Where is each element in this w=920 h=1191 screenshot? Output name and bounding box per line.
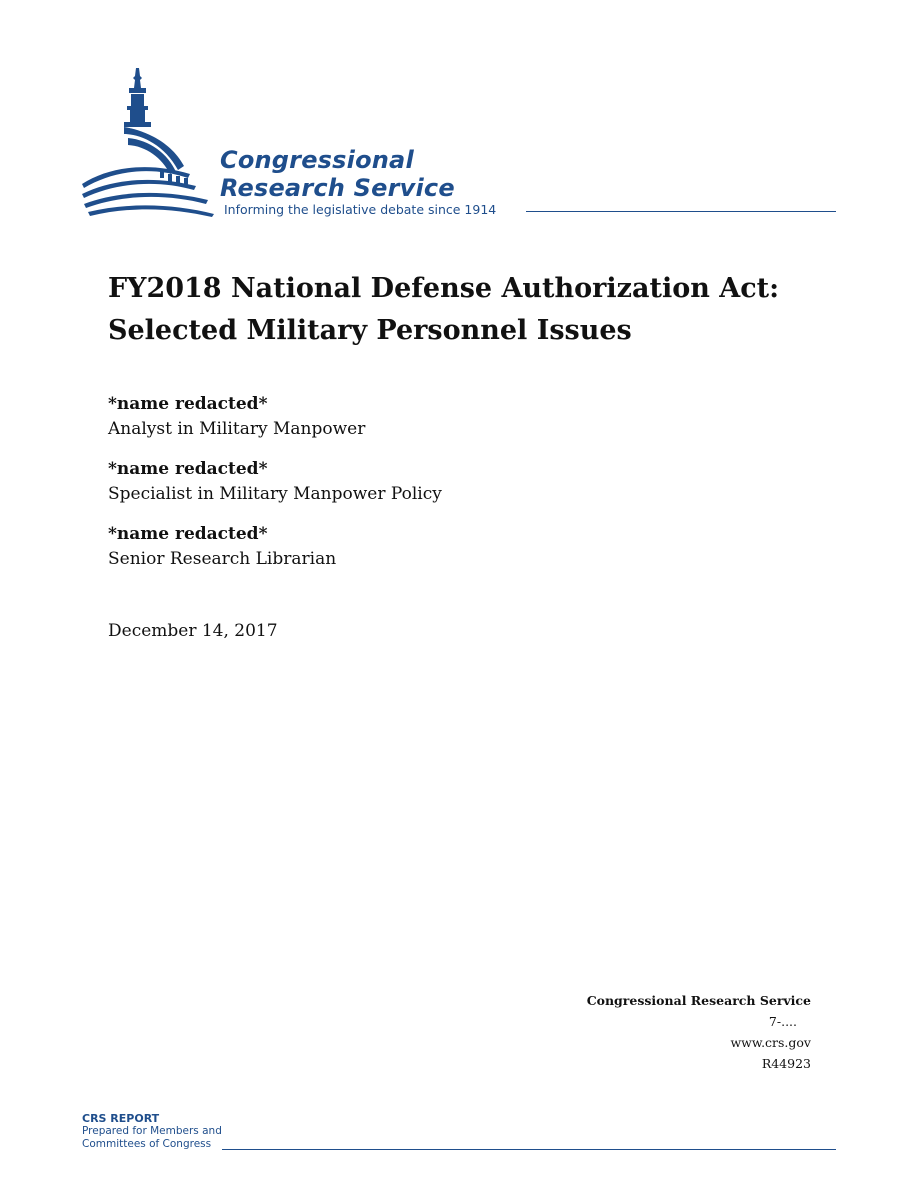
header-divider	[526, 211, 836, 212]
report-number: R44923	[761, 1056, 811, 1071]
footer-divider	[222, 1149, 836, 1150]
logo-tagline: Informing the legislative debate since 1914	[224, 202, 497, 217]
publisher-block	[587, 990, 811, 1074]
author-role: Senior Research Librarian	[108, 549, 337, 569]
publisher-website-link[interactable]: www.crs.gov	[730, 1035, 811, 1050]
author-list	[108, 392, 708, 587]
footer-label	[82, 1112, 222, 1151]
author-role: Analyst in Military Manpower	[108, 419, 366, 439]
report-title	[108, 268, 828, 352]
footer-line-1: Prepared for Members and	[82, 1125, 222, 1137]
report-date: December 14, 2017	[108, 621, 278, 641]
author-entry	[108, 392, 708, 442]
logo-line-2: Research Service	[220, 174, 455, 202]
author-name: *name redacted*	[108, 459, 268, 479]
author-role: Specialist in Military Manpower Policy	[108, 484, 442, 504]
report-title-line-1: FY2018 National Defense Authorization Act:	[108, 273, 780, 304]
footer-line-2: Committees of Congress	[82, 1138, 212, 1150]
capitol-dome-icon	[80, 66, 220, 218]
author-name: *name redacted*	[108, 394, 268, 414]
footer-title: CRS REPORT	[82, 1112, 160, 1125]
author-name: *name redacted*	[108, 524, 268, 544]
logo-line-1: Congressional	[220, 146, 414, 174]
author-entry	[108, 522, 708, 572]
publisher-phone: 7-....	[768, 1014, 797, 1029]
report-title-line-2: Selected Military Personnel Issues	[108, 315, 632, 346]
publisher-name: Congressional Research Service	[586, 993, 811, 1008]
author-entry	[108, 457, 708, 507]
crs-wordmark	[220, 146, 455, 202]
